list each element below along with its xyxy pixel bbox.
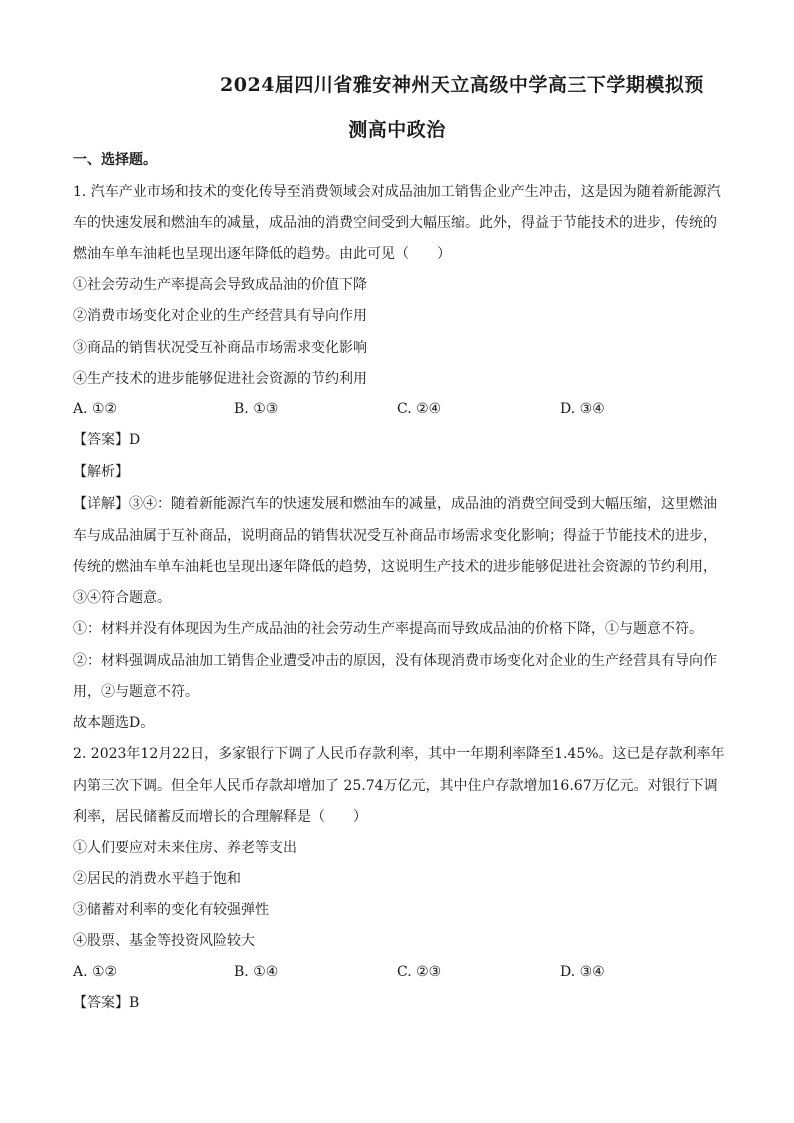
q2-statement: ①人们要应对未来住房、养老等支出 xyxy=(73,840,297,856)
q1-analysis-label: 【解析】 xyxy=(73,464,129,480)
q1-statement: ④生产技术的进步能够促进社会资源的节约利用 xyxy=(73,371,367,387)
q2-option-d: D. ③④ xyxy=(560,964,605,980)
q2-stem-line: 利率，居民储蓄反而增长的合理解释是（ ） xyxy=(73,809,367,825)
q1-answer: 【答案】D xyxy=(73,432,141,448)
q2-statement: ③储蓄对利率的变化有较强弹性 xyxy=(73,902,269,918)
q1-detail-line: ②：材料强调成品油加工销售企业遭受冲击的原因，没有体现消费市场变化对企业的生产经营具有导向作 xyxy=(73,653,717,669)
q2-option-c: C. ②③ xyxy=(397,964,442,980)
q2-option-a: A. ①② xyxy=(73,964,118,980)
q1-statement: ②消费市场变化对企业的生产经营具有导向作用 xyxy=(73,308,367,324)
q2-statement: ④股票、基金等投资风险较大 xyxy=(73,933,255,949)
q2-statement: ②居民的消费水平趋于饱和 xyxy=(73,871,241,887)
q1-stem-line: 车的快速发展和燃油车的减量，成品油的消费空间受到大幅压缩。此外，得益于节能技术的进步，传统的 xyxy=(73,215,717,231)
q1-detail-line: 【详解】③④：随着新能源汽车的快速发展和燃油车的减量，成品油的消费空间受到大幅压缩，这里燃油 xyxy=(73,496,717,512)
q1-stem-line: 燃油车单车油耗也呈现出逐年降低的趋势。由此可见（ ） xyxy=(73,246,451,262)
q1-detail-line: ①：材料并没有体现因为生产成品油的社会劳动生产率提高而导致成品油的价格下降，①与题意不符。 xyxy=(73,621,703,637)
q1-option-a: A. ①② xyxy=(73,401,118,417)
document-title-line2: 测高中政治 xyxy=(348,119,446,141)
section-heading: 一、选择题。 xyxy=(73,152,157,168)
q2-stem-line: 内第三次下调。但全年人民币存款却增加了 25.74万亿元，其中住户存款增加16.67万亿元。对银行下调 xyxy=(73,778,718,794)
q1-detail-line: 车与成品油属于互补商品，说明商品的销售状况受互补商品市场需求变化影响；得益于节能技术的进步， xyxy=(73,528,717,544)
q1-detail-line: ③④符合题意。 xyxy=(73,590,171,606)
q1-stem-line: 1. 汽车产业市场和技术的变化传导至消费领域会对成品油加工销售企业产生冲击，这是因为随着新能源汽 xyxy=(73,184,721,200)
q1-option-b: B. ①③ xyxy=(234,401,279,417)
q1-detail-line: 传统的燃油车单车油耗也呈现出逐年降低的趋势，这说明生产技术的进步能够促进社会资源的节约利用， xyxy=(73,559,717,575)
document-title-line1: 2024届四川省雅安神州天立高级中学高三下学期模拟预 xyxy=(220,74,704,96)
q1-option-d: D. ③④ xyxy=(560,401,605,417)
q1-detail-line: 故本题选D。 xyxy=(73,715,155,731)
q2-option-b: B. ①④ xyxy=(234,964,279,980)
q1-statement: ①社会劳动生产率提高会导致成品油的价值下降 xyxy=(73,277,367,293)
q2-stem-line: 2. 2023年12月22日，多家银行下调了人民币存款利率，其中一年期利率降至1.45%。这已是存款利率年 xyxy=(73,746,725,762)
q2-answer: 【答案】B xyxy=(73,995,140,1011)
q1-option-c: C. ②④ xyxy=(397,401,442,417)
q1-detail-line: 用，②与题意不符。 xyxy=(73,684,199,700)
q1-statement: ③商品的销售状况受互补商品市场需求变化影响 xyxy=(73,340,367,356)
